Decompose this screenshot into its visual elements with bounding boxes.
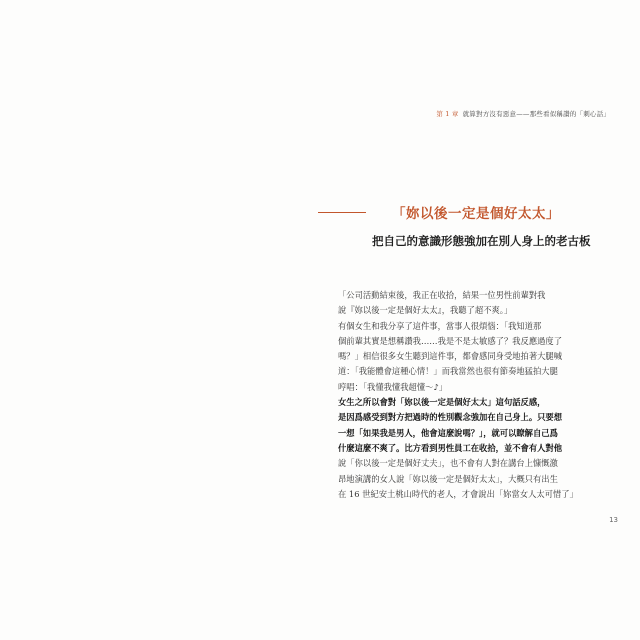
body-line: 一想「如果我是男人，他會這麼說嗎？」，就可以瞭解自己爲 (338, 427, 558, 438)
running-header (436, 109, 610, 118)
body-line: 哼唱：「我懂我懂我超懂～♪」 (338, 381, 448, 392)
body-line: 「公司活動結束後，我正在收拾，結果一位男性前輩對我 (338, 290, 546, 300)
section-title: 「妳以後一定是個好太太」 (392, 206, 560, 222)
chapter-title: 就算對方沒有惡意——那些看似稱讚的「刺心話」 (462, 110, 610, 118)
body-line: 嗎？」相信很多女生聽到這件事，都會感同身受地拍著大腿喊 (338, 351, 563, 362)
body-line: 有個女生和我分享了這件事，當事人很煩惱：「我知道那 (338, 320, 542, 331)
body-line: 是因爲感受到對方把過時的性別觀念強加在自己身上。只要想 (338, 412, 563, 423)
body-line: 女生之所以會對「妳以後一定是個好太太」這句話反感， (338, 397, 546, 408)
body-line: 昂地演講的女人說「妳以後一定是個好太太」，大概只有出生 (338, 473, 558, 484)
body-line: 說『妳以後一定是個好太太』，我聽了超不爽。」 (338, 305, 513, 316)
body-line: 在 16 世紀安土桃山時代的老人，才會說出「妳當女人太可惜了」 (338, 488, 578, 499)
body-line: 說「你以後一定是個好丈夫」，也不會有人對在講台上慷慨激 (338, 458, 558, 469)
page-number: 13 (609, 516, 618, 524)
body-line: 個前輩其實是想稱讚我……我是不是太敏感了？我反應過度了 (338, 335, 563, 346)
section-subtitle: 把自己的意識形態強加在別人身上的老古板 (372, 234, 591, 248)
body-line: 什麼這麼不爽了。比方看到男性員工在收拾，並不會有人對他 (338, 442, 563, 453)
body-text (338, 288, 600, 502)
title-rule (318, 212, 366, 213)
body-line: 道：「我能體會這種心情！」而我當然也很有節奏地猛拍大腿 (338, 366, 558, 377)
chapter-label: 第 1 章 (436, 110, 459, 118)
